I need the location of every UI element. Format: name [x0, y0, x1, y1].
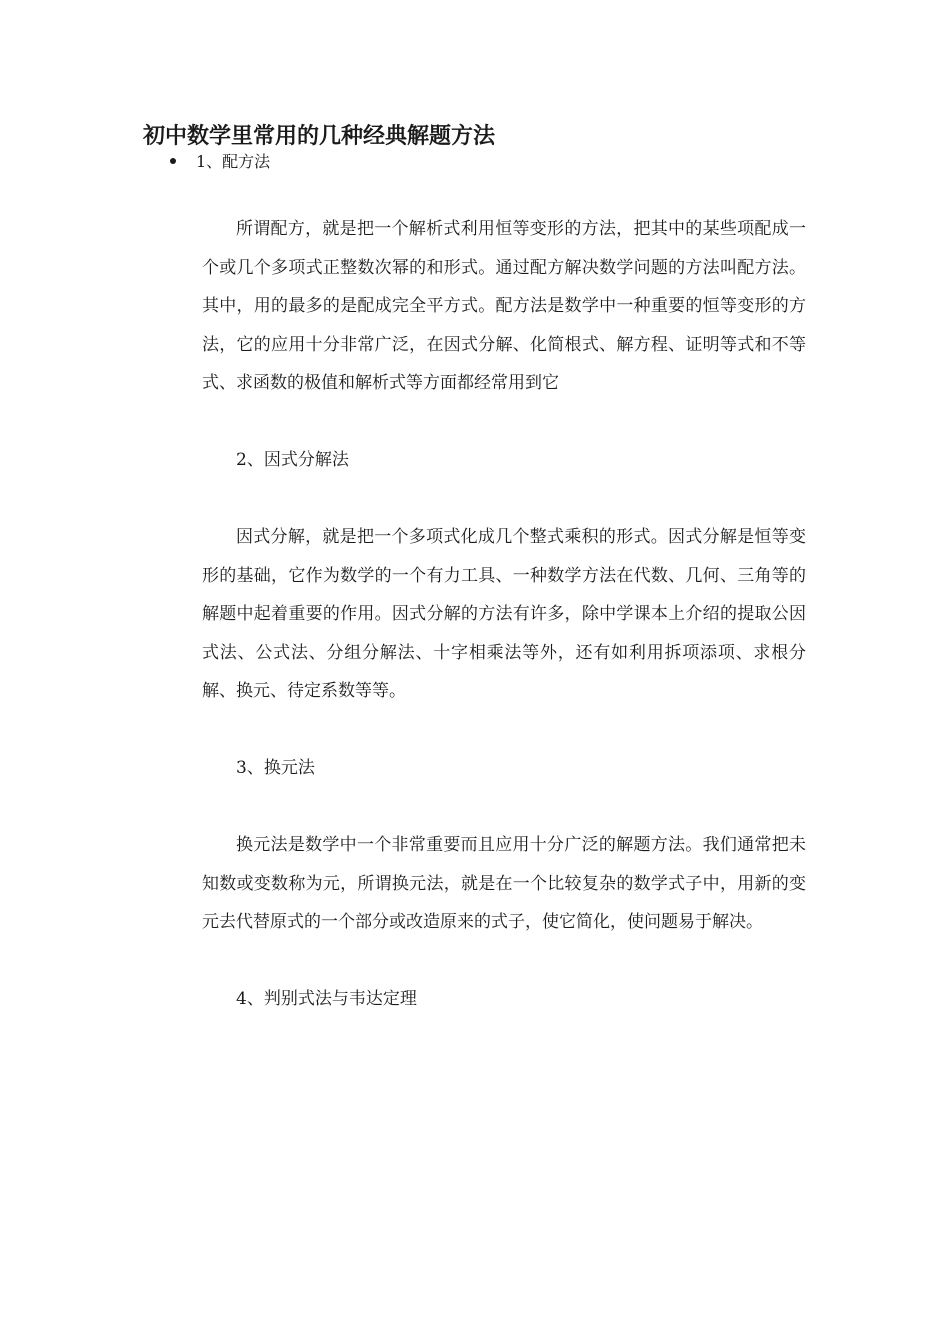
section-3-heading: 3、换元法	[236, 758, 315, 778]
bullet-icon	[170, 158, 176, 164]
section-1-heading: 1、配方法	[196, 152, 271, 171]
document-title: 初中数学里常用的几种经典解题方法	[143, 123, 496, 149]
section-2-heading: 2、因式分解法	[236, 450, 349, 470]
document-body	[202, 210, 806, 1019]
section-3-body: 换元法是数学中一个非常重要而且应用十分广泛的解题方法。我们通常把未知数或变数称为元，所谓换元法，就是在一个比较复杂的数学式子中，用新的变元去代替原式的一个部分或改造原来的式子，使它简化，使问题易于解决。	[202, 835, 806, 932]
section-4-heading: 4、判别式法与韦达定理	[236, 989, 417, 1009]
section-1-body: 所谓配方，就是把一个解析式利用恒等变形的方法，把其中的某些项配成一个或几个多项式正整数次幂的和形式。通过配方解决数学问题的方法叫配方法。其中，用的最多的是配成完全平方式。配方法是数学中一种重要的恒等变形的方法，它的应用十分非常广泛，在因式分解、化简根式、解方程、证明等式和不等式、求函数的极值和解析式等方面都经常用到它	[202, 219, 806, 393]
section-2-body: 因式分解，就是把一个多项式化成几个整式乘积的形式。因式分解是恒等变形的基础，它作为数学的一个有力工具、一种数学方法在代数、几何、三角等的解题中起着重要的作用。因式分解的方法有许多，除中学课本上介绍的提取公因式法、公式法、分组分解法、十字相乘法等外，还有如利用拆项添项、求根分解、换元、待定系数等等。	[202, 527, 806, 701]
list-item-1	[170, 150, 270, 174]
